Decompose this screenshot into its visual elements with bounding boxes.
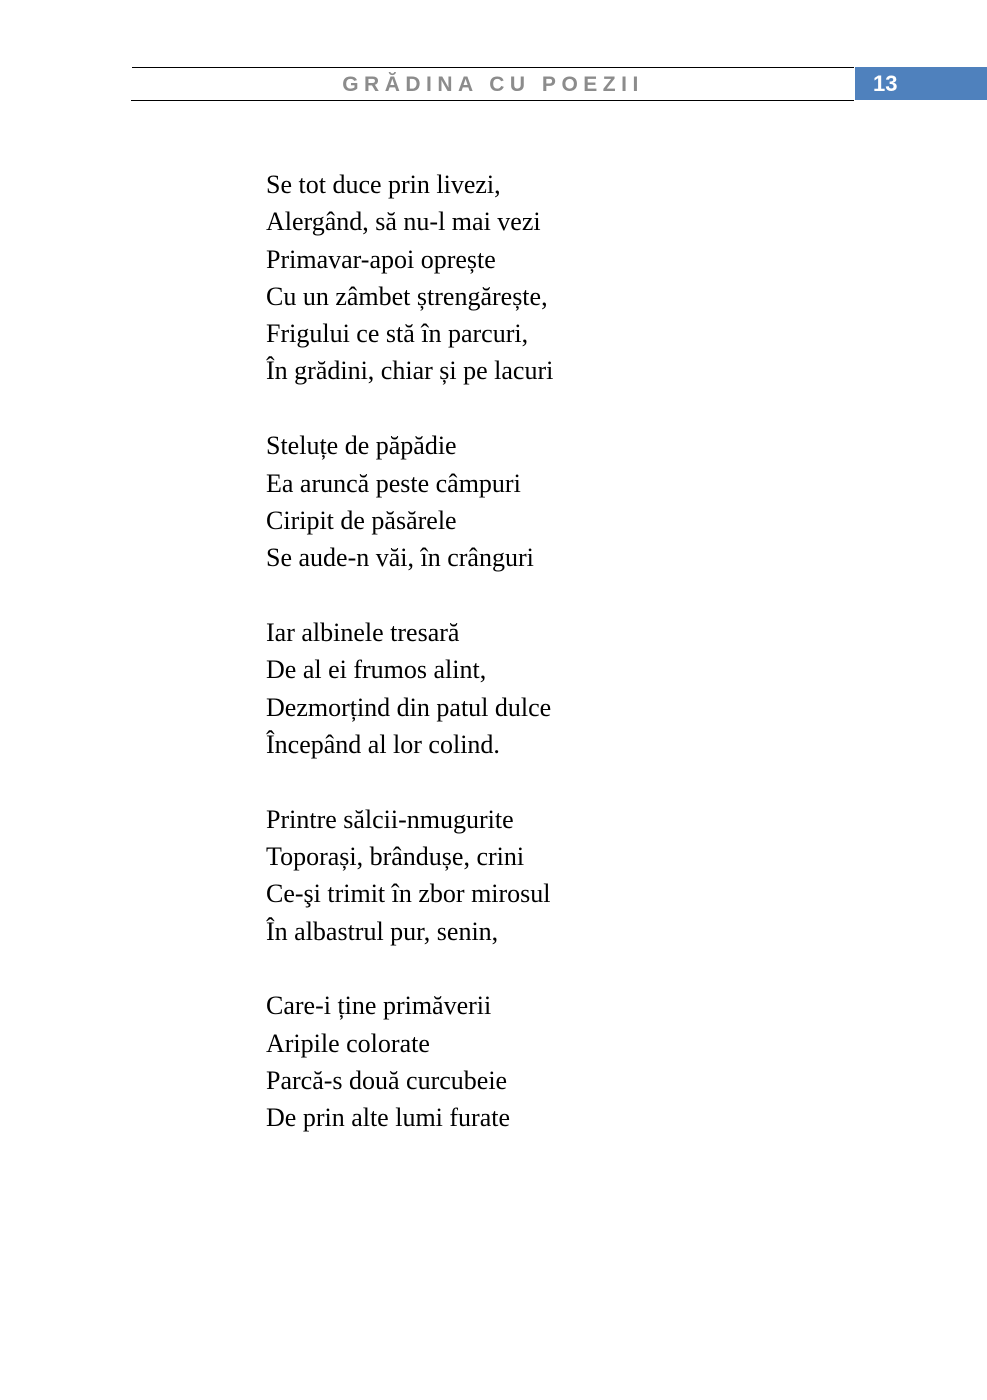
- running-title: GRĂDINA CU POEZII: [342, 73, 644, 96]
- verse-line: Cu un zâmbet ștrengărește,: [266, 281, 548, 311]
- verse-line: Ce-şi trimit în zbor mirosul: [266, 879, 551, 909]
- verse-line: Se aude-n văi, în crânguri: [266, 543, 534, 573]
- stanza: [266, 614, 866, 763]
- verse-line: Ea aruncă peste câmpuri: [266, 468, 521, 498]
- verse-line: Toporași, brândușe, crini: [266, 841, 525, 871]
- verse-line: Frigului ce stă în parcuri,: [266, 319, 529, 349]
- page-number: 13: [873, 71, 898, 96]
- verse-line: Care-i ține primăverii: [266, 991, 492, 1021]
- stanza: [266, 427, 866, 576]
- stanza: [266, 166, 866, 390]
- page-header: [0, 0, 987, 110]
- verse-line: Alergând, să nu-l mai vezi: [266, 207, 541, 237]
- verse-line: Printre sălcii-nmugurite: [266, 804, 514, 834]
- verse-line: Iar albinele tresară: [266, 617, 460, 647]
- verse-line: Primavar-apoi oprește: [266, 244, 496, 274]
- verse-line: Se tot duce prin livezi,: [266, 170, 501, 199]
- verse-line: Parcă-s două curcubeie: [266, 1065, 508, 1095]
- stanza: [266, 801, 866, 950]
- header-rule-bottom: [131, 100, 854, 101]
- verse-line: În grădini, chiar și pe lacuri: [266, 356, 554, 386]
- verse-line: Aripile colorate: [266, 1028, 430, 1058]
- verse-line: De prin alte lumi furate: [266, 1103, 511, 1133]
- verse-line: Steluțe de păpădie: [266, 431, 457, 461]
- stanza: [266, 987, 866, 1136]
- verse-line: De al ei frumos alint,: [266, 655, 487, 685]
- page-number-badge: [855, 67, 987, 100]
- verse-line: Începând al lor colind.: [266, 729, 500, 759]
- verse-line: Ciripit de păsărele: [266, 505, 457, 535]
- header-rule-top: [132, 67, 854, 68]
- verse-line: În albastrul pur, senin,: [266, 916, 499, 946]
- verse-line: Dezmorțind din patul dulce: [266, 692, 552, 722]
- poem-body: [266, 166, 866, 1174]
